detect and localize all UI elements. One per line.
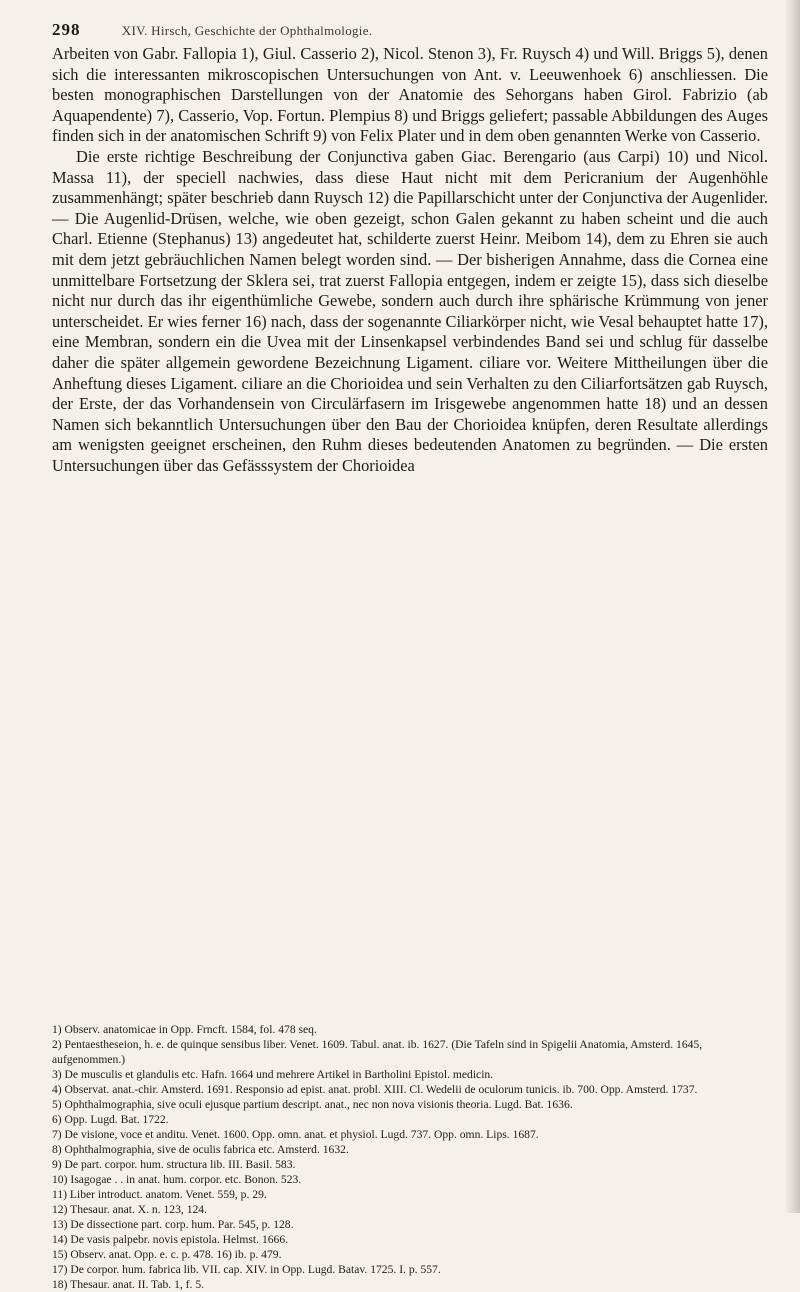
footnote: 18) Thesaur. anat. II. Tab. 1, f. 5. — [52, 1278, 205, 1291]
footnote: 11) Liber introduct. anatom. Venet. 559, p. 29. — [52, 1188, 267, 1201]
footnote: 5) Ophthalmographia, sive oculi ejusque partium descript. anat., nec non nova visionis theoria. Lugd. Bat. 1636. — [52, 1098, 573, 1111]
footnote: 12) Thesaur. anat. X. n. 123, 124. — [52, 1203, 207, 1216]
footnote: 17) De corpor. hum. fabrica lib. VII. cap. XIV. in Opp. Lugd. Batav. 1725. I. p. 557. — [52, 1263, 441, 1276]
footnote: 10) Isagogae . . in anat. hum. corpor. etc. Bonon. 523. — [52, 1173, 302, 1186]
paragraph-anatomists: Arbeiten von Gabr. Fallopia 1), Giul. Casserio 2), Nicol. Stenon 3), Fr. Ruysch 4) und Will. Briggs 5), denen sich die interessanten mikroscopischen Untersuchungen von Ant. v. Leeuwenhoek 6) anschliessen. Die besten monographischen Darstellungen von der Anatomie des Sehorgans haben Girol. Fabrizio (ab Aquapendente) 7), Casserio, Vop. Fortun. Plempius 8) und Briggs geliefert; passable Abbildungen des Auges finden sich in der anatomischen Schrift 9) von Felix Plater und in dem oben genannten Werke von Casserio. — [52, 44, 768, 146]
footnote: 15) Observ. anat. Opp. e. c. p. 478. 16) ib. p. 479. — [52, 1248, 282, 1261]
footnote: 13) De dissectione part. corp. hum. Par. 545, p. 128. — [52, 1218, 294, 1231]
footnote: 4) Observat. anat.-chir. Amsterd. 1691. Responsio ad epist. anat. probl. XIII. Cl. Wedelii de oculorum tunicis. ib. 700. Opp. Amsterd. 1737. — [52, 1083, 698, 1096]
page-header — [52, 20, 752, 40]
page-number: 298 — [52, 20, 81, 39]
page-gutter-edge — [786, 0, 800, 1213]
footnote: 1) Observ. anatomicae in Opp. Frncft. 1584, fol. 478 seq. — [52, 1023, 317, 1036]
footnote: 2) Pentaestheseion, h. e. de quinque sensibus liber. Venet. 1609. Tabul. anat. ib. 1627. (Die Tafeln sind in Spigelii Anatomia, Amsterd. 1645, aufgenommen.) — [52, 1038, 703, 1066]
footnote: 14) De vasis palpebr. novis epistola. Helmst. 1666. — [52, 1233, 289, 1246]
running-title: XIV. Hirsch, Geschichte der Ophthalmologie. — [121, 23, 373, 38]
body-text — [52, 44, 768, 476]
footnote: 3) De musculis et glandulis etc. Hafn. 1664 und mehrere Artikel in Bartholini Epistol. medicin. — [52, 1068, 494, 1081]
footnotes — [52, 1022, 768, 1292]
footnote: 7) De visione, voce et anditu. Venet. 1600. Opp. omn. anat. et physiol. Lugd. 737. Opp. omn. Lips. 1687. — [52, 1128, 539, 1141]
paragraph-conjunctiva: Die erste richtige Beschreibung der Conjunctiva gaben Giac. Berengario (aus Carpi) 10) und Nicol. Massa 11), der speciell nachwies, dass diese Haut nicht mit dem Pericranium der Augenhöhle zusammenhängt; später beschrieb dann Ruysch 12) die Papillarschicht unter der Conjunctiva der Augenlider. — Die Augenlid-Drüsen, welche, wie oben gezeigt, schon Galen gekannt zu haben scheint und die auch Charl. Etienne (Stephanus) 13) angedeutet hat, schilderte zuerst Heinr. Meibom 14), dem zu Ehren sie auch mit dem jetzt gebräuchlichen Namen belegt worden sind. — Der bisherigen Annahme, dass die Cornea eine unmittelbare Fortsetzung der Sklera sei, trat zuerst Fallopia entgegen, indem er zeigte 15), dass sich dieselbe nicht nur durch das ihr eigenthümliche Gewebe, sondern auch durch ihre sphärische Krümmung von jener unterscheidet. Er wies ferner 16) nach, dass der sogenannte Ciliarkörper nicht, wie Vesal behauptet hatte 17), eine Membran, sondern ein die Uvea mit der Linsenkapsel verbindendes Band sei und schlug für dasselbe daher die später allgemein gewordene Bezeichnung Ligament. ciliare vor. Weitere Mittheilungen über die Anheftung dieses Ligament. ciliare an die Chorioidea und sein Verhalten zu den Ciliarfortsätzen gab Ruysch, der Erste, der das Vorhandensein von Circulärfasern im Irisgewebe angenommen hatte 18) und an dessen Namen sich bekanntlich Untersuchungen über den Bau der Chorioidea knüpfen, deren Resultate allerdings am wenigsten geeignet erscheinen, den Ruhm dieses bedeutenden Anatomen zu begründen. — Die ersten Untersuchungen über das Gefässsystem der Chorioidea — [52, 146, 768, 475]
footnote: 9) De part. corpor. hum. structura lib. III. Basil. 583. — [52, 1158, 296, 1171]
footnote: 6) Opp. Lugd. Bat. 1722. — [52, 1113, 169, 1126]
footnote: 8) Ophthalmographia, sive de oculis fabrica etc. Amsterd. 1632. — [52, 1143, 349, 1156]
